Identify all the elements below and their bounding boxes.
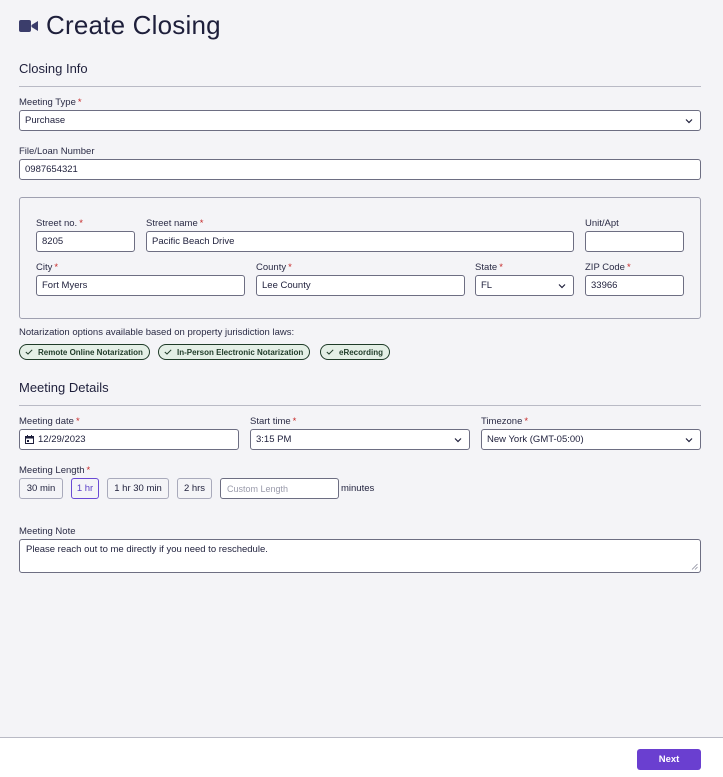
custom-length-input[interactable]: Custom Length bbox=[220, 478, 339, 499]
zip-code-input[interactable]: 33966 bbox=[585, 275, 684, 296]
next-button[interactable]: Next bbox=[637, 749, 701, 770]
notarization-note: Notarization options available based on property jurisdiction laws: bbox=[19, 327, 295, 338]
city-label: City * bbox=[36, 262, 59, 273]
page-header bbox=[19, 8, 221, 42]
state-select[interactable]: FL bbox=[475, 275, 574, 296]
resize-handle-icon[interactable] bbox=[691, 563, 698, 570]
chip-erecording: eRecording bbox=[320, 344, 390, 360]
check-icon bbox=[164, 349, 172, 355]
timezone-label: Timezone * bbox=[481, 416, 529, 427]
check-icon bbox=[25, 349, 33, 355]
chevron-down-icon bbox=[454, 436, 462, 444]
meeting-date-label: Meeting date * bbox=[19, 416, 80, 427]
length-1-hr-30-min-button[interactable]: 1 hr 30 min bbox=[107, 478, 169, 499]
length-1-hr-button[interactable]: 1 hr bbox=[71, 478, 99, 499]
calendar-icon bbox=[25, 435, 34, 444]
meeting-note-label: Meeting Note bbox=[19, 526, 76, 537]
length-30-min-button[interactable]: 30 min bbox=[19, 478, 63, 499]
state-label: State * bbox=[475, 262, 503, 273]
street-no-label: Street no. * bbox=[36, 218, 83, 229]
unit-apt-input[interactable] bbox=[585, 231, 684, 252]
meeting-type-select[interactable]: Purchase bbox=[19, 110, 701, 131]
meeting-length-label: Meeting Length * bbox=[19, 465, 91, 476]
zip-code-label: ZIP Code * bbox=[585, 262, 631, 273]
closing-info-heading: Closing Info bbox=[19, 61, 88, 76]
meeting-type-label: Meeting Type * bbox=[19, 97, 82, 108]
video-camera-icon bbox=[19, 19, 38, 33]
timezone-select[interactable]: New York (GMT-05:00) bbox=[481, 429, 701, 450]
chevron-down-icon bbox=[685, 117, 693, 125]
chip-in-person-electronic-notarization: In-Person Electronic Notarization bbox=[158, 344, 310, 360]
file-loan-input[interactable]: 0987654321 bbox=[19, 159, 701, 180]
chevron-down-icon bbox=[685, 436, 693, 444]
street-name-label: Street name * bbox=[146, 218, 204, 229]
page-title: Create Closing bbox=[46, 9, 221, 40]
city-input[interactable]: Fort Myers bbox=[36, 275, 245, 296]
length-2-hrs-button[interactable]: 2 hrs bbox=[177, 478, 212, 499]
meeting-date-input[interactable]: 12/29/2023 bbox=[19, 429, 239, 450]
street-no-input[interactable]: 8205 bbox=[36, 231, 135, 252]
chevron-down-icon bbox=[558, 282, 566, 290]
start-time-label: Start time * bbox=[250, 416, 297, 427]
property-address-box bbox=[19, 197, 701, 319]
section-divider bbox=[19, 86, 701, 87]
start-time-select[interactable]: 3:15 PM bbox=[250, 429, 470, 450]
meeting-details-heading: Meeting Details bbox=[19, 380, 109, 395]
street-name-input[interactable]: Pacific Beach Drive bbox=[146, 231, 574, 252]
file-loan-label: File/Loan Number bbox=[19, 146, 95, 157]
check-icon bbox=[326, 349, 334, 355]
footer-bar bbox=[0, 737, 723, 777]
minutes-unit-label: minutes bbox=[341, 483, 375, 494]
county-input[interactable]: Lee County bbox=[256, 275, 465, 296]
chip-remote-online-notarization: Remote Online Notarization bbox=[19, 344, 150, 360]
section-divider bbox=[19, 405, 701, 406]
meeting-note-textarea[interactable]: Please reach out to me directly if you need to reschedule. bbox=[19, 539, 701, 573]
unit-apt-label: Unit/Apt bbox=[585, 218, 619, 229]
county-label: County * bbox=[256, 262, 292, 273]
